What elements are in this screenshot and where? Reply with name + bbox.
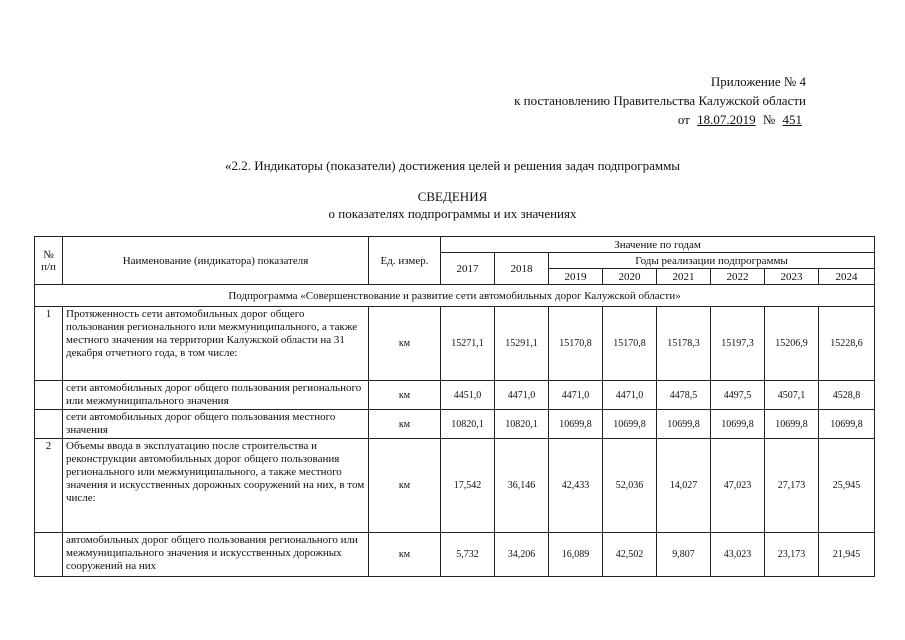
row-value: 4471,0: [549, 381, 603, 410]
appendix-title: Приложение № 4: [710, 74, 806, 89]
row-value: 23,173: [765, 533, 819, 577]
row-no: [35, 533, 63, 577]
row-value: 15170,8: [603, 307, 657, 381]
year-header: 2018: [495, 253, 549, 285]
number-label: №: [762, 112, 776, 127]
row-name: автомобильных дорог общего пользования регионального или межмуниципального значения и искусственных дорожных сооружений на них: [63, 533, 369, 577]
row-value: 4471,0: [495, 381, 549, 410]
row-name: сети автомобильных дорог общего пользования местного значения: [63, 410, 369, 439]
row-value: 21,945: [819, 533, 875, 577]
row-value: 10820,1: [441, 410, 495, 439]
row-no: 2: [35, 439, 63, 533]
row-value: 36,146: [495, 439, 549, 533]
row-value: 9,807: [657, 533, 711, 577]
row-name: сети автомобильных дорог общего пользования регионального или межмуниципального значения: [63, 381, 369, 410]
table-row: [35, 439, 875, 533]
col-header-name: Наименование (индикатора) показателя: [63, 237, 369, 285]
col-header-program-years: Годы реализации подпрограммы: [549, 253, 875, 269]
row-value: 10699,8: [549, 410, 603, 439]
row-value: 10699,8: [765, 410, 819, 439]
row-value: 42,502: [603, 533, 657, 577]
doc-subtitle: о показателях подпрограммы и их значениях: [328, 206, 577, 221]
table-row: [35, 381, 875, 410]
year-header: 2023: [765, 269, 819, 285]
row-value: 17,542: [441, 439, 495, 533]
row-name: Протяженность сети автомобильных дорог общего пользования регионального или межмуниципального, а также местного значения на территории Калужской области на 31 декабря отчетного года, в том числе:: [63, 307, 369, 381]
doc-title: СВЕДЕНИЯ: [417, 189, 488, 204]
year-header: 2017: [441, 253, 495, 285]
from-label: от: [677, 112, 690, 127]
row-unit: км: [369, 533, 441, 577]
row-value: 4497,5: [711, 381, 765, 410]
year-header: 2020: [603, 269, 657, 285]
row-value: 10699,8: [711, 410, 765, 439]
row-value: 4451,0: [441, 381, 495, 410]
row-value: 4471,0: [603, 381, 657, 410]
subprogram-title: Подпрограмма «Совершенствование и развитие сети автомобильных дорог Калужской области»: [35, 285, 875, 307]
row-no: [35, 410, 63, 439]
row-value: 10699,8: [819, 410, 875, 439]
row-name: Объемы ввода в эксплуатацию после строительства и реконструкции автомобильных дорог общего пользования регионального или межмуниципального, а также местного значения и искусственных дорожных сооружений на них, в том числе:: [63, 439, 369, 533]
year-header: 2019: [549, 269, 603, 285]
table-row: [35, 307, 875, 381]
row-unit: км: [369, 410, 441, 439]
row-value: 10699,8: [657, 410, 711, 439]
year-header: 2024: [819, 269, 875, 285]
resolution-date-number: [514, 110, 806, 129]
row-value: 5,732: [441, 533, 495, 577]
col-header-no: № п/п: [35, 237, 63, 285]
row-value: 15206,9: [765, 307, 819, 381]
row-value: 4507,1: [765, 381, 819, 410]
row-value: 10699,8: [603, 410, 657, 439]
row-value: 52,036: [603, 439, 657, 533]
row-value: 34,206: [495, 533, 549, 577]
row-value: 43,023: [711, 533, 765, 577]
table-row: [35, 410, 875, 439]
table-row: [35, 533, 875, 577]
row-value: 15291,1: [495, 307, 549, 381]
row-unit: км: [369, 381, 441, 410]
year-header: 2021: [657, 269, 711, 285]
resolution-reference: к постановлению Правительства Калужской области: [514, 93, 806, 108]
row-value: 15170,8: [549, 307, 603, 381]
row-unit: км: [369, 307, 441, 381]
row-unit: км: [369, 439, 441, 533]
row-value: 15271,1: [441, 307, 495, 381]
appendix-header: [514, 72, 806, 129]
col-header-unit: Ед. измер.: [369, 237, 441, 285]
row-value: 25,945: [819, 439, 875, 533]
row-value: 4528,8: [819, 381, 875, 410]
row-no: 1: [35, 307, 63, 381]
row-no: [35, 381, 63, 410]
row-value: 47,023: [711, 439, 765, 533]
row-value: 4478,5: [657, 381, 711, 410]
row-value: 16,089: [549, 533, 603, 577]
resolution-number: 451: [782, 112, 802, 127]
row-value: 27,173: [765, 439, 819, 533]
section-title: «2.2. Индикаторы (показатели) достижения целей и решения задач подпрограммы: [224, 158, 681, 173]
row-value: 10820,1: [495, 410, 549, 439]
resolution-date: 18.07.2019: [697, 112, 756, 127]
year-header: 2022: [711, 269, 765, 285]
col-header-values: Значение по годам: [441, 237, 875, 253]
row-value: 15178,3: [657, 307, 711, 381]
indicators-table: [34, 236, 875, 577]
row-value: 15228,6: [819, 307, 875, 381]
row-value: 42,433: [549, 439, 603, 533]
row-value: 15197,3: [711, 307, 765, 381]
row-value: 14,027: [657, 439, 711, 533]
